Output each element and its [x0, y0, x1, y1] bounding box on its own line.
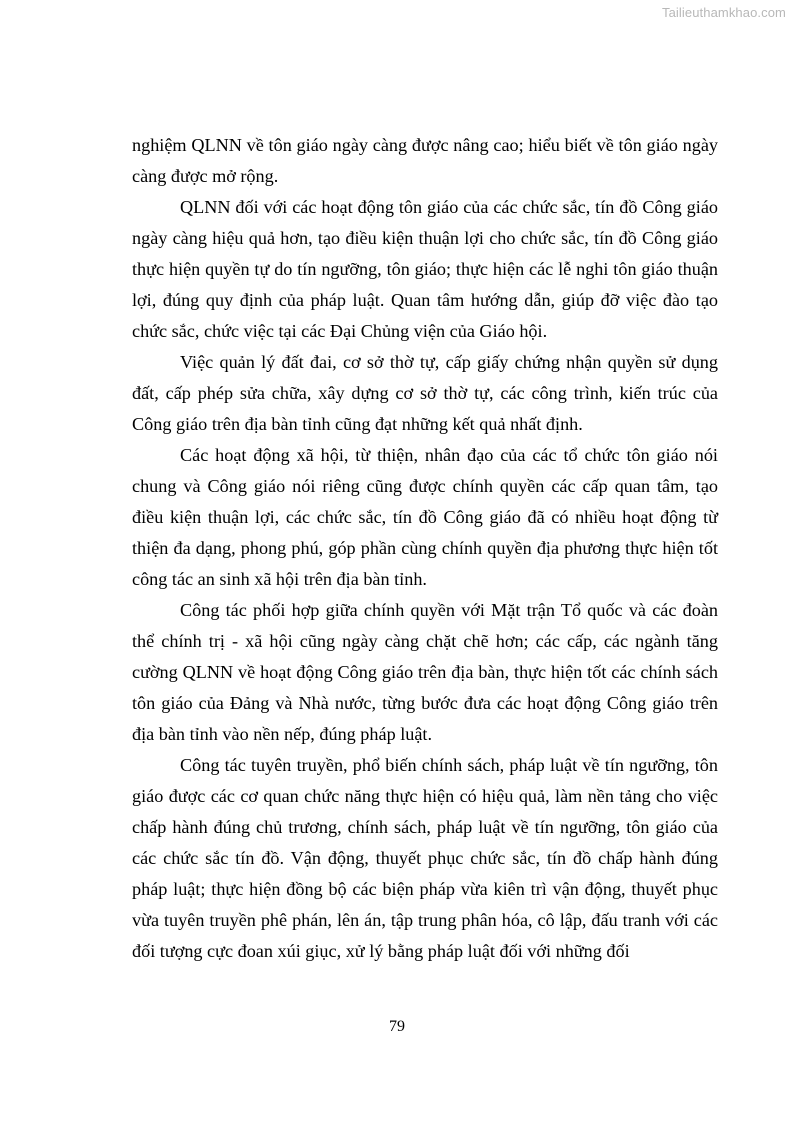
paragraph-religious-activities: QLNN đối với các hoạt động tôn giáo của các chức sắc, tín đồ Công giáo ngày càng hiệu quả hơn, tạo điều kiện thuận lợi cho chức sắc, tín đồ Công giáo thực hiện quyền tự do tín ngưỡng, tôn giáo; thực hiện các lễ nghi tôn giáo thuận lợi, đúng quy định của pháp luật. Quan tâm hướng dẫn, giúp đỡ việc đào tạo chức sắc, chức việc tại các Đại Chủng viện của Giáo hội. [132, 197, 718, 341]
paragraph-social-charity: Các hoạt động xã hội, từ thiện, nhân đạo của các tổ chức tôn giáo nói chung và Công giáo nói riêng cũng được chính quyền các cấp quan tâm, tạo điều kiện thuận lợi, các chức sắc, tín đồ Công giáo đã có nhiều hoạt động từ thiện đa dạng, phong phú, góp phần cùng chính quyền địa phương thực hiện tốt công tác an sinh xã hội trên địa bàn tỉnh. [132, 445, 718, 589]
paragraph-coordination: Công tác phối hợp giữa chính quyền với Mặt trận Tổ quốc và các đoàn thể chính trị - xã hội cũng ngày càng chặt chẽ hơn; các cấp, các ngành tăng cường QLNN về hoạt động Công giáo trên địa bàn, thực hiện tốt các chính sách tôn giáo của Đảng và Nhà nước, từng bước đưa các hoạt động Công giáo trên địa bàn tỉnh vào nền nếp, đúng pháp luật. [132, 600, 718, 744]
document-body [132, 130, 718, 967]
paragraph-propaganda: Công tác tuyên truyền, phổ biến chính sách, pháp luật về tín ngưỡng, tôn giáo được các cơ quan chức năng thực hiện có hiệu quả, làm nền tảng cho việc chấp hành đúng chủ trương, chính sách, pháp luật về tín ngưỡng, tôn giáo của các chức sắc tín đồ. Vận động, thuyết phục chức sắc, tín đồ chấp hành đúng pháp luật; thực hiện đồng bộ các biện pháp vừa kiên trì vận động, thuyết phục vừa tuyên truyền phê phán, lên án, tập trung phân hóa, cô lập, đấu tranh với các đối tượng cực đoan xúi giục, xử lý bằng pháp luật đối với những đối [132, 755, 718, 961]
watermark-text: Tailieuthamkhao.com [661, 5, 786, 20]
page-number: 79 [389, 1018, 405, 1035]
paragraph-land-management: Việc quản lý đất đai, cơ sở thờ tự, cấp giấy chứng nhận quyền sử dụng đất, cấp phép sửa chữa, xây dựng cơ sở thờ tự, các công trình, kiến trúc của Công giáo trên địa bàn tỉnh cũng đạt những kết quả nhất định. [132, 352, 718, 434]
paragraph-continuation: nghiệm QLNN về tôn giáo ngày càng được nâng cao; hiểu biết về tôn giáo ngày càng được mở rộng. [132, 135, 718, 186]
